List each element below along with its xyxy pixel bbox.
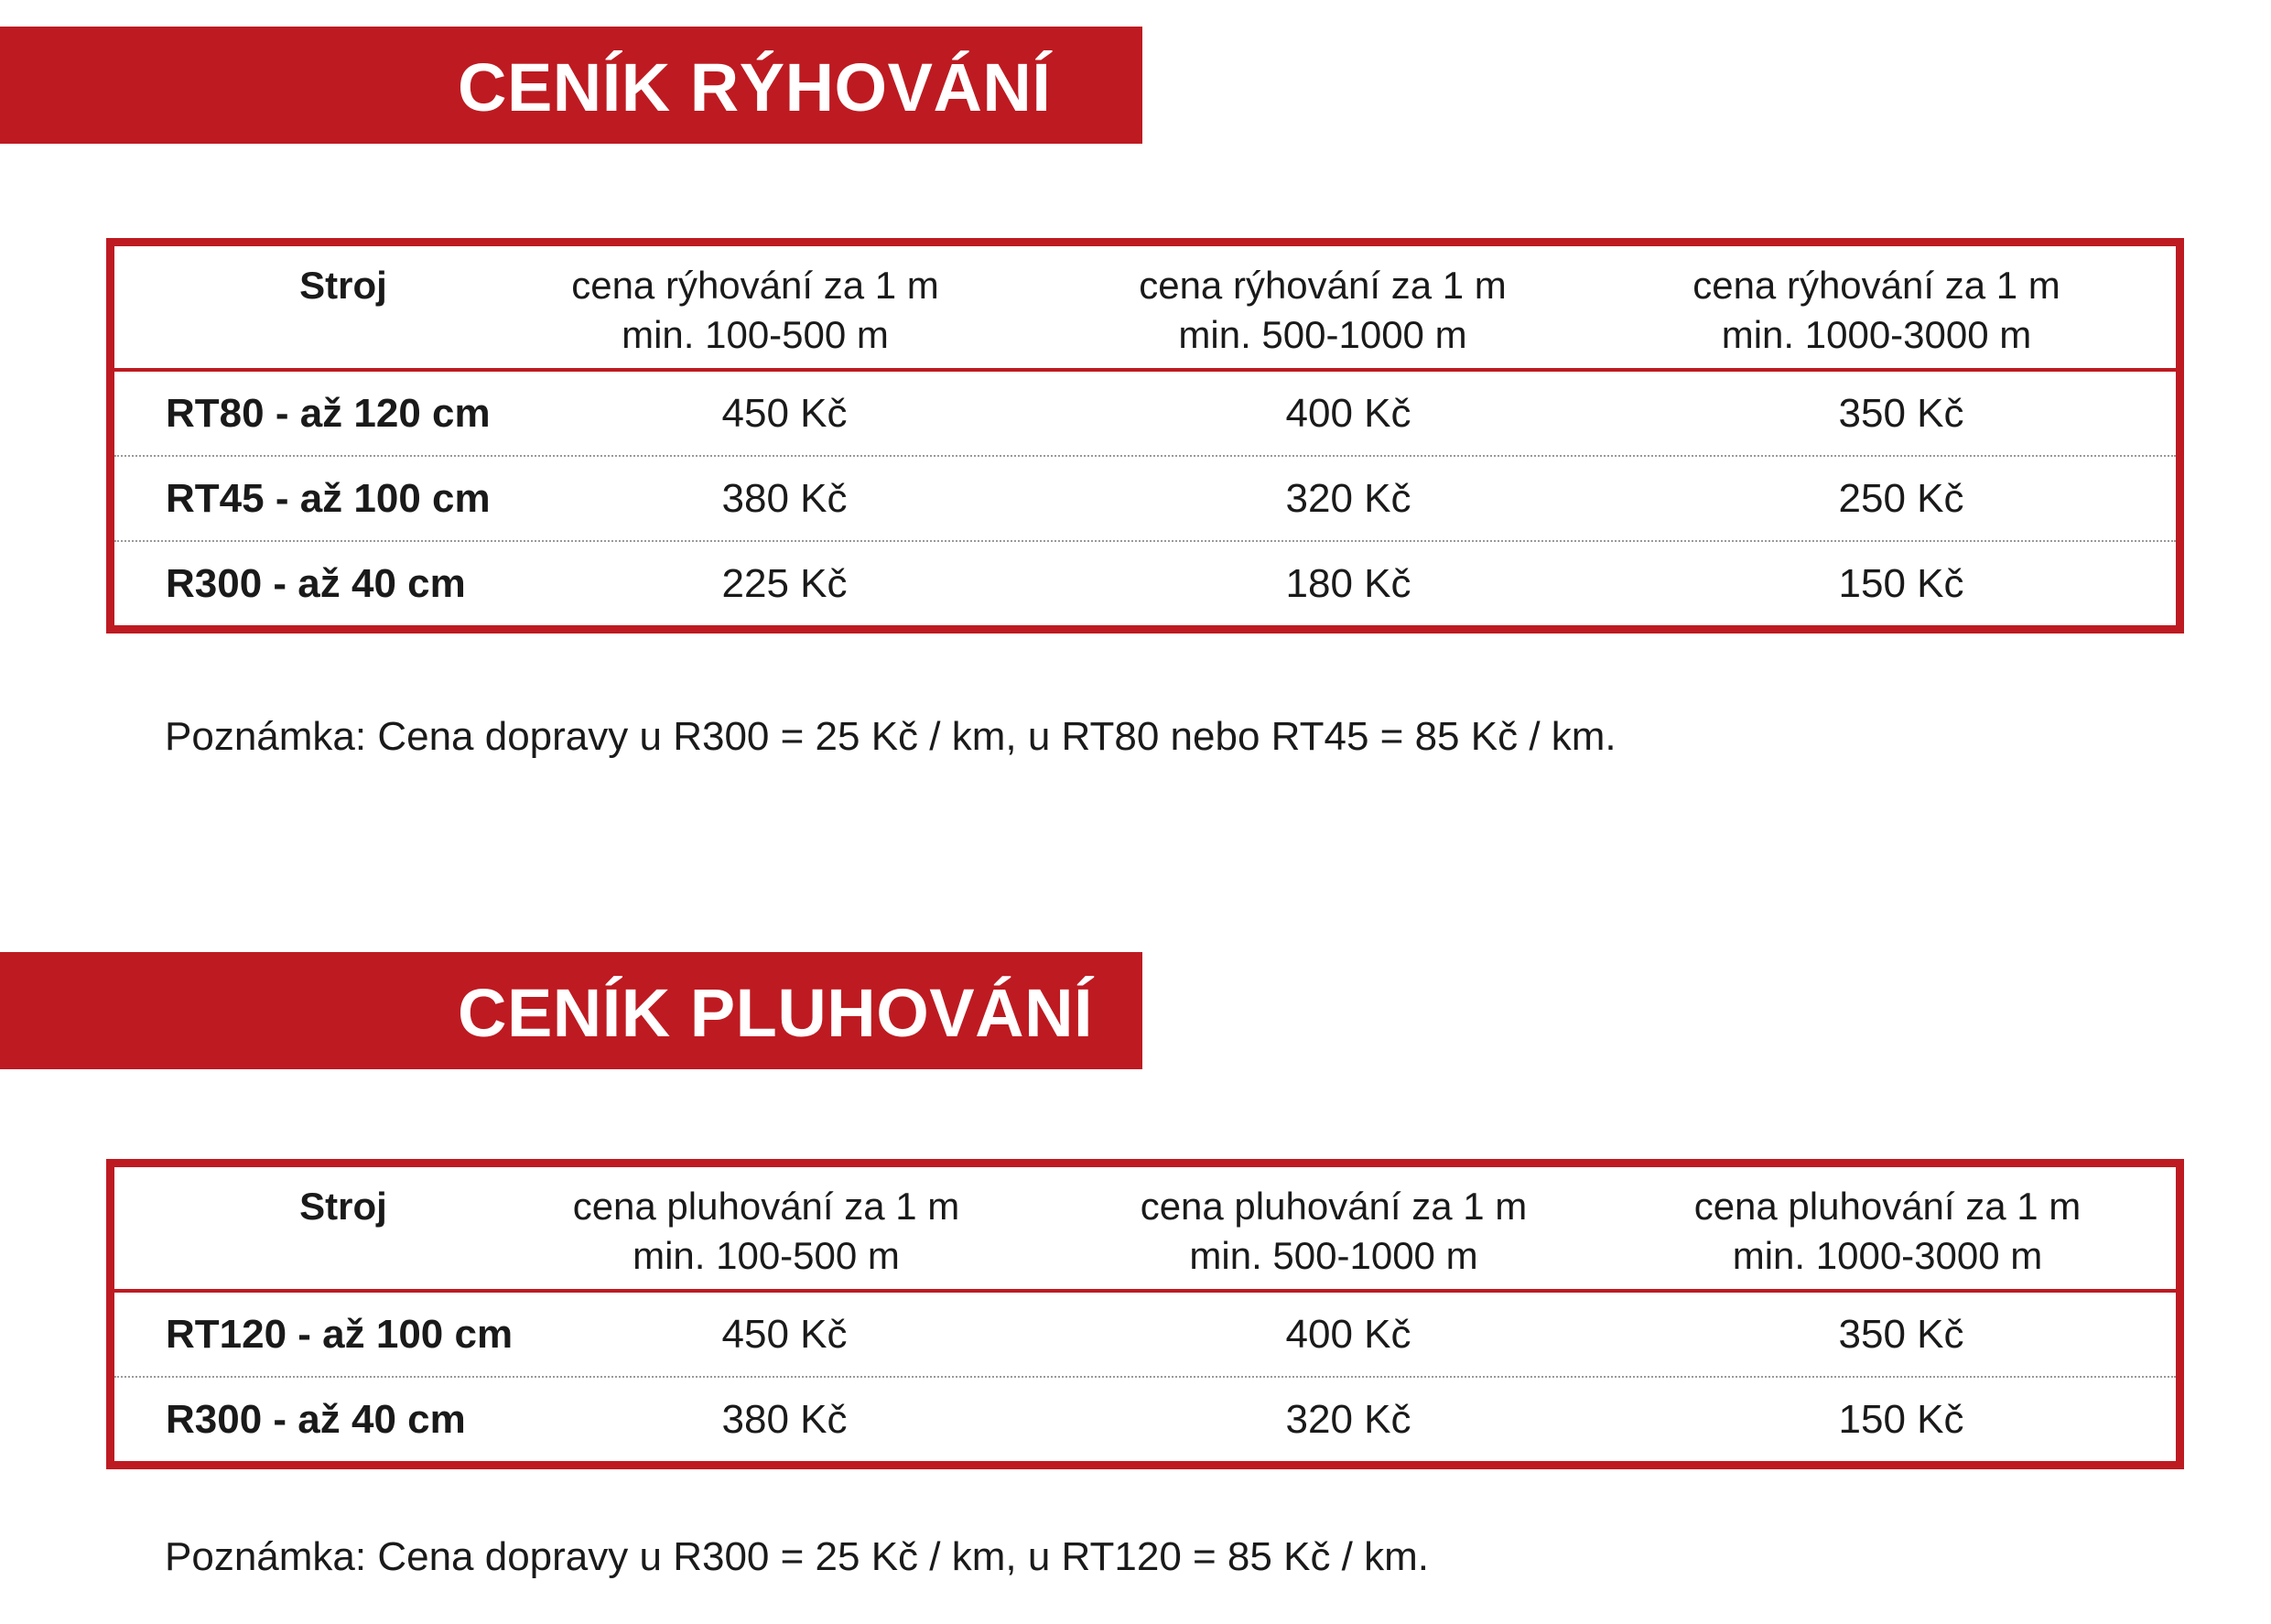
header-price-tier-1: cena pluhování za 1 m min. 100-500 m [572,1185,960,1277]
price-cell: 320 Kč [1285,476,1411,521]
price-cell: 350 Kč [1838,391,1964,436]
header-price-tier-2: cena rýhování za 1 m min. 500-1000 m [1139,264,1507,356]
header-machine: Stroj [299,264,387,307]
machine-cell: R300 - až 40 cm [166,561,466,606]
price-cell: 400 Kč [1285,1312,1411,1357]
price-cell: 180 Kč [1285,561,1411,606]
table-header [114,1167,2176,1293]
price-cell: 320 Kč [1285,1397,1411,1442]
price-cell: 450 Kč [721,1312,848,1357]
machine-cell: R300 - až 40 cm [166,1397,466,1442]
price-cell: 150 Kč [1838,561,1964,606]
header-price-tier-3: cena pluhování za 1 m min. 1000-3000 m [1693,1185,2082,1277]
shipping-note: Poznámka: Cena dopravy u R300 = 25 Kč / km, u RT120 = 85 Kč / km. [165,1534,1429,1579]
price-cell: 150 Kč [1838,1397,1964,1442]
table-row [114,457,2176,542]
price-cell: 450 Kč [721,391,848,436]
table-row [114,1293,2176,1378]
header-price-tier-2: cena pluhování za 1 m min. 500-1000 m [1140,1185,1528,1277]
machine-cell: RT80 - až 120 cm [166,391,491,436]
price-cell: 350 Kč [1838,1312,1964,1357]
section-banner-ryhovani [0,27,1142,144]
price-table-pluhovani [106,1159,2184,1469]
table-header [114,246,2176,372]
machine-cell: RT120 - až 100 cm [166,1312,514,1357]
section-title: CENÍK RÝHOVÁNÍ [458,49,1052,125]
price-cell: 380 Kč [721,476,848,521]
machine-cell: RT45 - až 100 cm [166,476,491,521]
header-price-tier-3: cena rýhování za 1 m min. 1000-3000 m [1692,264,2060,356]
table-row [114,542,2176,625]
price-cell: 250 Kč [1838,476,1964,521]
price-cell: 380 Kč [721,1397,848,1442]
table-row [114,1378,2176,1461]
price-cell: 400 Kč [1285,391,1411,436]
header-price-tier-1: cena rýhování za 1 m min. 100-500 m [571,264,939,356]
table-row [114,372,2176,457]
price-cell: 225 Kč [721,561,848,606]
section-title: CENÍK PLUHOVÁNÍ [458,975,1094,1051]
section-banner-pluhovani [0,952,1142,1069]
header-machine: Stroj [299,1185,387,1228]
price-table-ryhovani [106,238,2184,633]
shipping-note: Poznámka: Cena dopravy u R300 = 25 Kč / km, u RT80 nebo RT45 = 85 Kč / km. [165,714,1617,759]
